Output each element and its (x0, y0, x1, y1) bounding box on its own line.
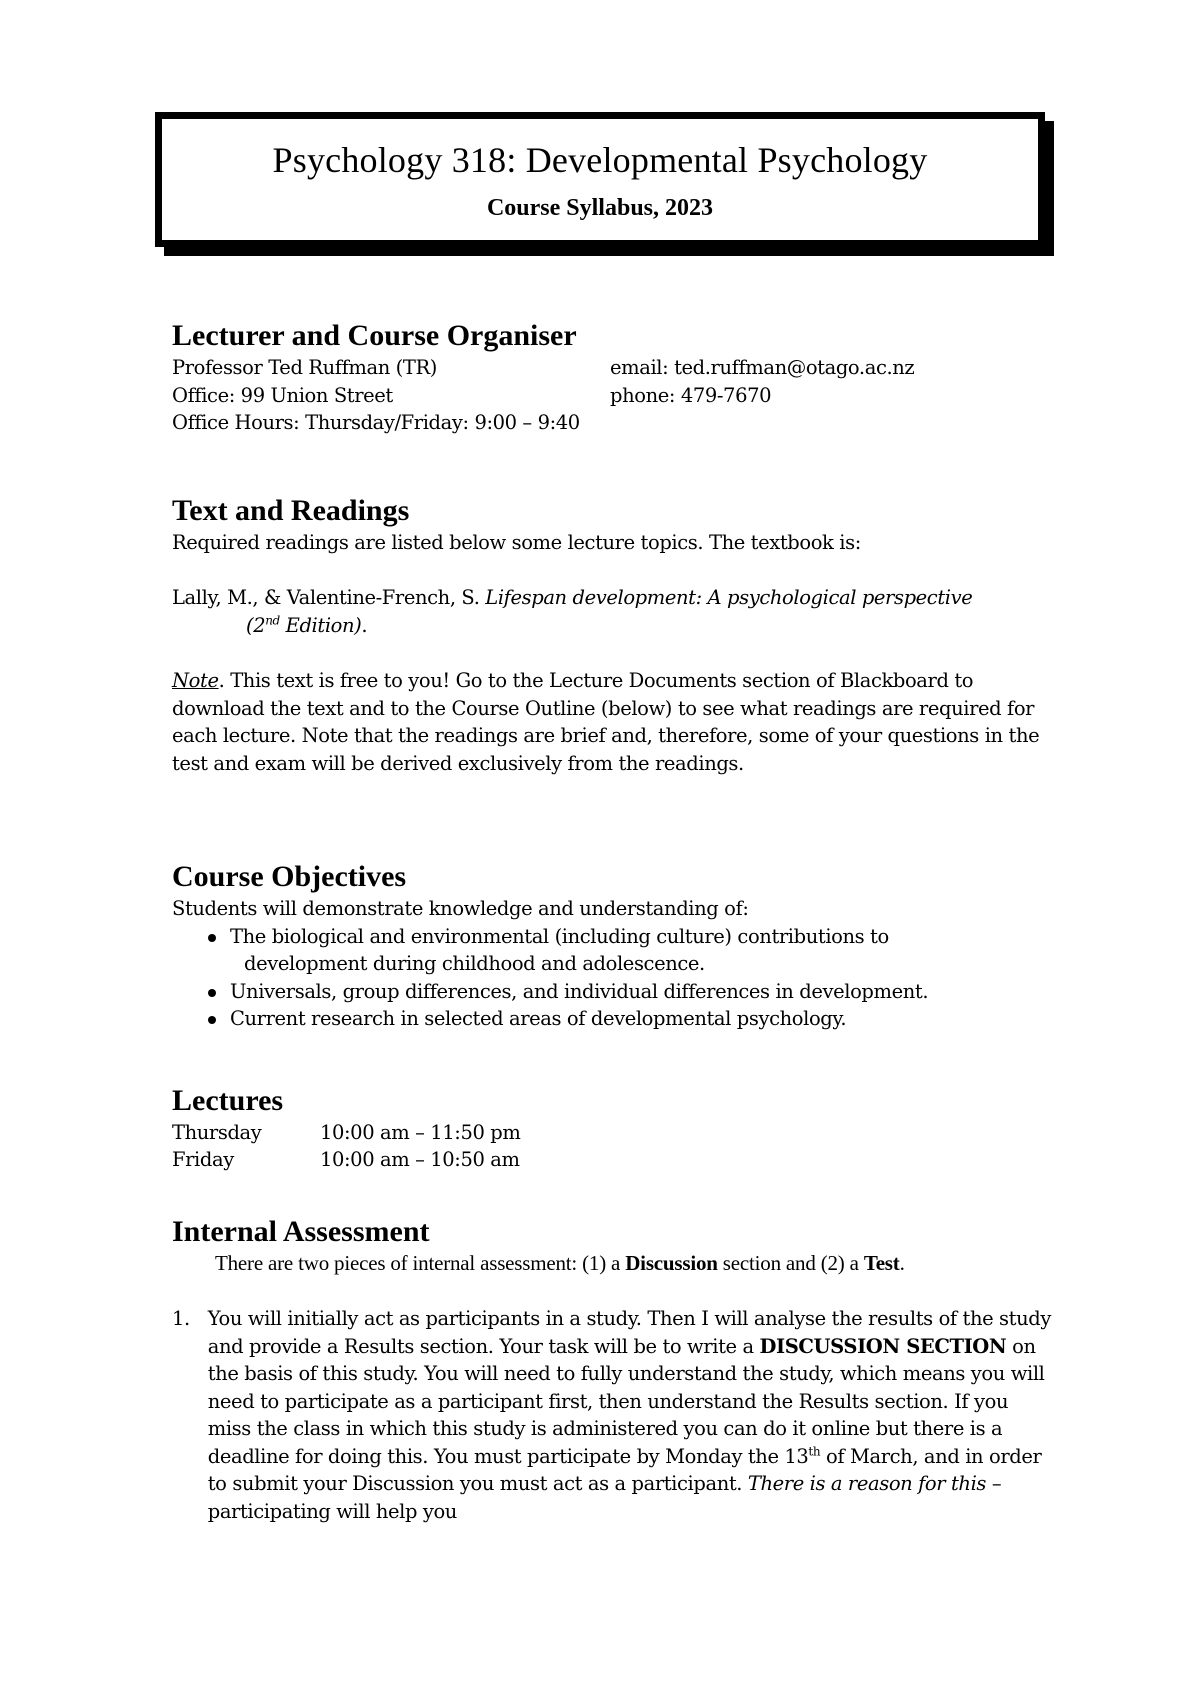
readings-intro: Required readings are listed below some lecture topics. The textbook is: (172, 530, 861, 554)
bullet-icon (208, 1016, 216, 1024)
page-title: Psychology 318: Developmental Psychology (272, 140, 928, 180)
lecture-time: 10:00 am – 10:50 am (320, 1148, 520, 1171)
item-text: You will initially act as participants in a study. Then I will analyse the results of the study and provide a Results section. Your task will be to write a DISCUSSION SECTION on the basis of this study. You will need to fully understand the study, which means you will need to participate as a participant first, then understand the Results section. If you miss the class in which this study is administered you can do it online but there is a deadline for doing this. You must participate by Monday the 13th of March, and in order to submit your Discussion you must act as a participant. There is a reason for this – participating will help you (207, 1307, 1051, 1523)
assessment-heading: Internal Assessment (172, 1214, 430, 1248)
lecture-day: Thursday (172, 1120, 262, 1144)
bullet-icon (208, 934, 216, 942)
citation-title: Lifespan development: A psychological perspective (485, 586, 973, 609)
title-box (155, 112, 1045, 247)
citation-authors: Lally, M., & Valentine-French, S. (172, 586, 486, 609)
lecturer-row-1 (172, 354, 1052, 382)
objectives-list (172, 923, 1052, 1033)
objectives-intro: Students will demonstrate knowledge and understanding of: (172, 897, 749, 920)
note-label: Note (172, 669, 219, 692)
item-number: 1. (172, 1307, 190, 1330)
text-readings-heading: Text and Readings (172, 493, 410, 527)
lectures-heading: Lectures (172, 1083, 284, 1117)
objectives-heading: Course Objectives (172, 860, 407, 893)
lecturer-office-hours: Office Hours: Thursday/Friday: 9:00 – 9:40 (172, 411, 580, 434)
assessment-section (172, 1214, 1052, 1526)
page-subtitle: Course Syllabus, 2023 (486, 195, 714, 221)
textbook-citation (172, 584, 1052, 612)
objective-item: The biological and environmental (including culture) contributions to development during childhood and adolescence. (208, 923, 1052, 978)
lecture-time: 10:00 am – 11:50 pm (320, 1120, 521, 1144)
bullet-icon (208, 989, 216, 997)
lectures-section (172, 1083, 1052, 1174)
assessment-item (172, 1305, 1052, 1525)
text-readings-section (172, 493, 1052, 778)
lecture-row (172, 1119, 1052, 1147)
document-body (172, 318, 1052, 1525)
lecturer-row-2 (172, 382, 1052, 410)
assessment-intro: There are two pieces of internal assessment: (1) a Discussion section and (2) a Test. (215, 1250, 905, 1275)
objective-item: Current research in selected areas of developmental psychology. (208, 1005, 1052, 1033)
objective-item: Universals, group differences, and individual differences in development. (208, 978, 1052, 1006)
objectives-section (172, 859, 1052, 1033)
lecturer-office: Office: 99 Union Street (172, 383, 393, 407)
lecture-row (172, 1146, 1052, 1174)
lecturer-email[interactable]: email: ted.ruffman@otago.ac.nz (610, 356, 915, 379)
lecture-day: Friday (172, 1148, 234, 1171)
readings-note (172, 667, 1052, 777)
lecturer-name: Professor Ted Ruffman (TR) (172, 356, 437, 379)
lecturer-section (172, 318, 1052, 437)
lecturer-phone: phone: 479-7670 (610, 383, 772, 407)
note-text: . This text is free to you! Go to the Lecture Documents section of Blackboard to download the text and to the Course Outline (below) to see what readings are required for each lecture. Note that the readings are brief and, therefore, some of your questions in the test and exam will be derived exclusively from the readings. (172, 669, 1040, 775)
lecturer-heading: Lecturer and Course Organiser (172, 319, 577, 352)
citation-edition: (2nd Edition). (246, 613, 368, 637)
